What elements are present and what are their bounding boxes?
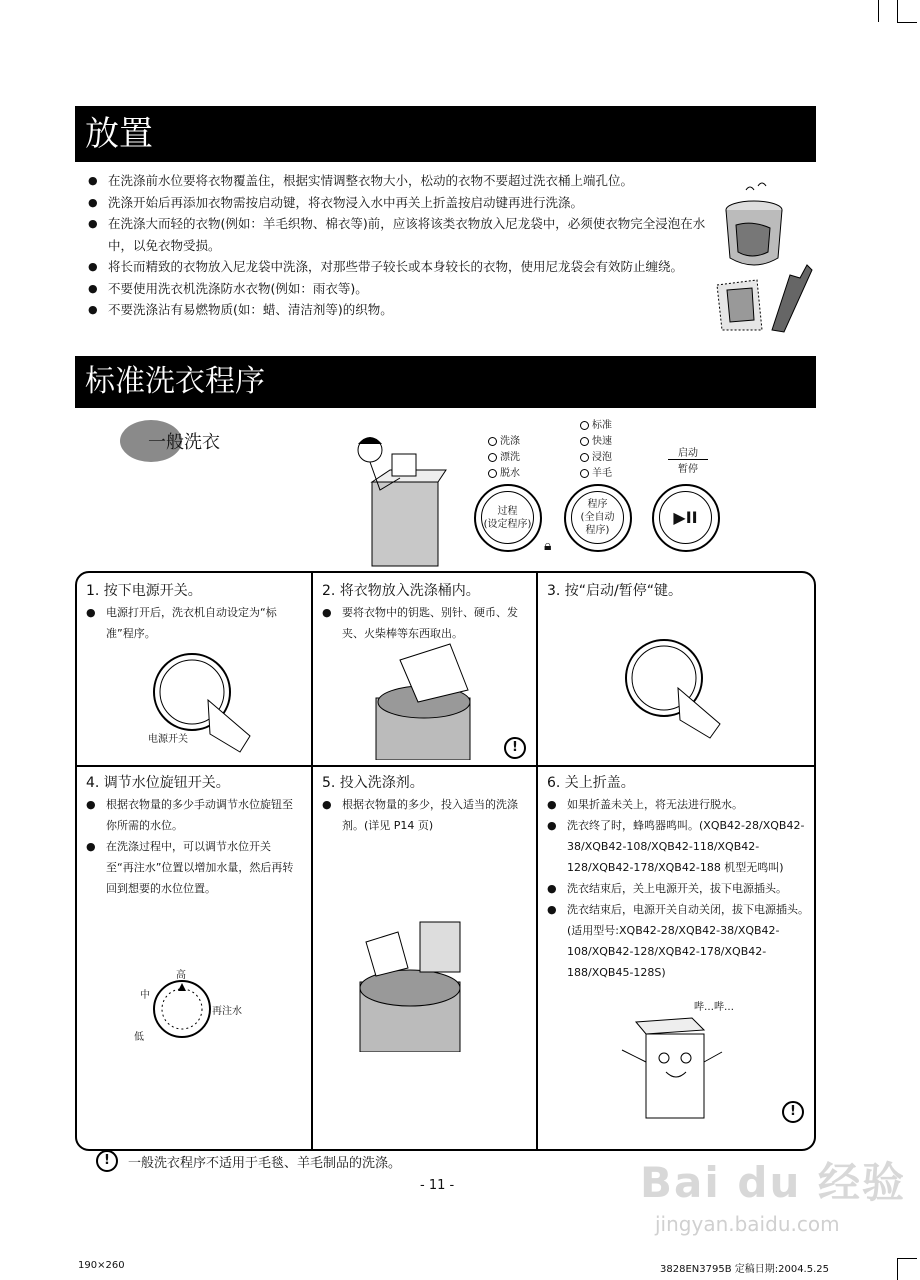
grid-divider <box>311 571 313 1151</box>
section-title: 标准洗衣程序 <box>85 364 265 399</box>
list-item: ● 在洗涤大而轻的衣物(例如：羊毛织物、棉衣等)前，应该将该类衣物放入尼龙袋中，必须使衣物完全浸泡在水中，以免衣物受损。 <box>88 213 728 256</box>
step-3-title: 3. 按“启动/暂停“键。 <box>547 583 683 599</box>
happy-washer-illustration <box>616 1012 726 1122</box>
subtitle: 一般洗衣 <box>148 432 220 453</box>
adding-detergent-illustration <box>350 912 480 1052</box>
section-header-standard-program <box>75 356 816 408</box>
option-rinse[interactable]: 漂洗 <box>488 450 520 466</box>
warning-icon: ! <box>96 1150 118 1172</box>
option-quick[interactable]: 快速 <box>580 434 612 450</box>
list-item: ● 洗衣结束后，电源开关自动关闭，拔下电源插头。(适用型号:XQB42-28/XQB42-38/XQB42-108/XQB42-128/XQB42-178/XQB42-188/XQB45-128S) <box>547 899 809 983</box>
footer-doc-id: 3828EN3795B 定稿日期:2004.5.25 <box>660 1264 829 1275</box>
step-1-title: 1. 按下电源开关。 <box>86 583 202 599</box>
list-item: ● 不要使用洗衣机洗涤防水衣物(例如：雨衣等)。 <box>88 278 728 300</box>
beep-text: 哔…哔… <box>694 1002 734 1013</box>
lock-icon: 🔒︎ <box>544 538 552 554</box>
list-item: ● 洗衣终了时，蜂鸣器鸣叫。(XQB42-28/XQB42-38/XQB42-108/XQB42-118/XQB42-128/XQB42-178/XQB42-188 机型无鸣叫) <box>547 815 809 878</box>
crop-mark <box>897 22 917 23</box>
option-standard[interactable]: 标准 <box>580 418 612 434</box>
step-6-body <box>547 794 809 983</box>
loading-clothes-illustration <box>370 640 500 760</box>
watermark-logo: Bai du 经验 <box>640 1158 906 1207</box>
step-5-body <box>322 794 534 836</box>
list-item: ● 在洗涤前水位要将衣物覆盖住，根据实情调整衣物大小，松动的衣物不要超过洗衣桶上端孔位。 <box>88 170 728 192</box>
dial-label-mid: 中 <box>140 990 150 1001</box>
list-item: ● 如果折盖未关上，将无法进行脱水。 <box>547 794 809 815</box>
warning-icon: ! <box>782 1101 804 1123</box>
warning-icon: ! <box>504 737 526 759</box>
list-item: ● 根据衣物量的多少手动调节水位旋钮至你所需的水位。 <box>86 794 298 836</box>
list-item: ● 不要洗涤沾有易燃物质(如：蜡、清洁剂等)的织物。 <box>88 299 728 321</box>
crop-mark <box>897 1258 917 1259</box>
option-soak[interactable]: 浸泡 <box>580 450 612 466</box>
program-knob[interactable]: 程序 (全自动 程序) <box>564 484 632 552</box>
list-item: ● 洗涤开始后再添加衣物需按启动键，将衣物浸入水中再关上折盖按启动键再进行洗涤。 <box>88 192 728 214</box>
step-1-body <box>86 602 296 644</box>
list-item: ● 电源打开后，洗衣机自动设定为“标准”程序。 <box>86 602 296 644</box>
step-2-title: 2. 将衣物放入洗涤桶内。 <box>322 583 480 599</box>
option-wash[interactable]: 洗涤 <box>488 434 520 450</box>
crop-mark <box>878 0 879 22</box>
grid-divider <box>75 765 816 767</box>
watermark-url: jingyan.baidu.com <box>655 1212 840 1236</box>
dial-label-refill: 再注水 <box>212 1006 242 1017</box>
step-2-body <box>322 602 534 644</box>
start-pause-label: 启动 暂停 <box>668 444 708 475</box>
woman-at-washer-illustration <box>350 430 450 570</box>
process-options <box>488 434 520 482</box>
crop-mark <box>897 1258 898 1280</box>
page-number: - 11 - <box>420 1178 455 1193</box>
clothes-in-tub-illustration <box>712 180 816 340</box>
step-6-title: 6. 关上折盖。 <box>547 775 635 791</box>
program-options <box>580 418 612 482</box>
step-5-title: 5. 投入洗涤剂。 <box>322 775 424 791</box>
footnote: 一般洗衣程序不适用于毛毯、羊毛制品的洗涤。 <box>128 1156 402 1171</box>
option-wool[interactable]: 羊毛 <box>580 466 612 482</box>
start-pause-button[interactable]: ▶II <box>652 484 720 552</box>
crop-mark <box>897 0 898 22</box>
footer-size: 190×260 <box>78 1260 125 1271</box>
section-header-placement <box>75 106 816 162</box>
dial-label-high: 高 <box>176 970 186 981</box>
list-item: ● 洗衣结束后，关上电源开关，拔下电源插头。 <box>547 878 809 899</box>
list-item: ● 要将衣物中的钥匙、别针、硬币、发夹、火柴棒等东西取出。 <box>322 602 534 644</box>
step-4-body <box>86 794 298 899</box>
list-item: ● 根据衣物量的多少，投入适当的洗涤剂。(详见 P14 页) <box>322 794 534 836</box>
list-item: ● 将长而精致的衣物放入尼龙袋中洗涤，对那些带子较长或本身较长的衣物，使用尼龙袋会有效防止缠绕。 <box>88 256 728 278</box>
power-switch-label: 电源开关 <box>148 734 188 745</box>
process-knob[interactable]: 过程 (设定程序) <box>474 484 542 552</box>
placement-bullets <box>88 170 728 321</box>
grid-divider <box>536 571 538 1151</box>
dial-label-low: 低 <box>134 1032 144 1043</box>
start-button-illustration <box>624 638 744 748</box>
list-item: ● 在洗涤过程中，可以调节水位开关至“再注水”位置以增加水量，然后再转回到想要的水位位置。 <box>86 836 298 899</box>
option-spin[interactable]: 脱水 <box>488 466 520 482</box>
section-title: 放置 <box>85 114 153 154</box>
step-4-title: 4. 调节水位旋钮开关。 <box>86 775 230 791</box>
